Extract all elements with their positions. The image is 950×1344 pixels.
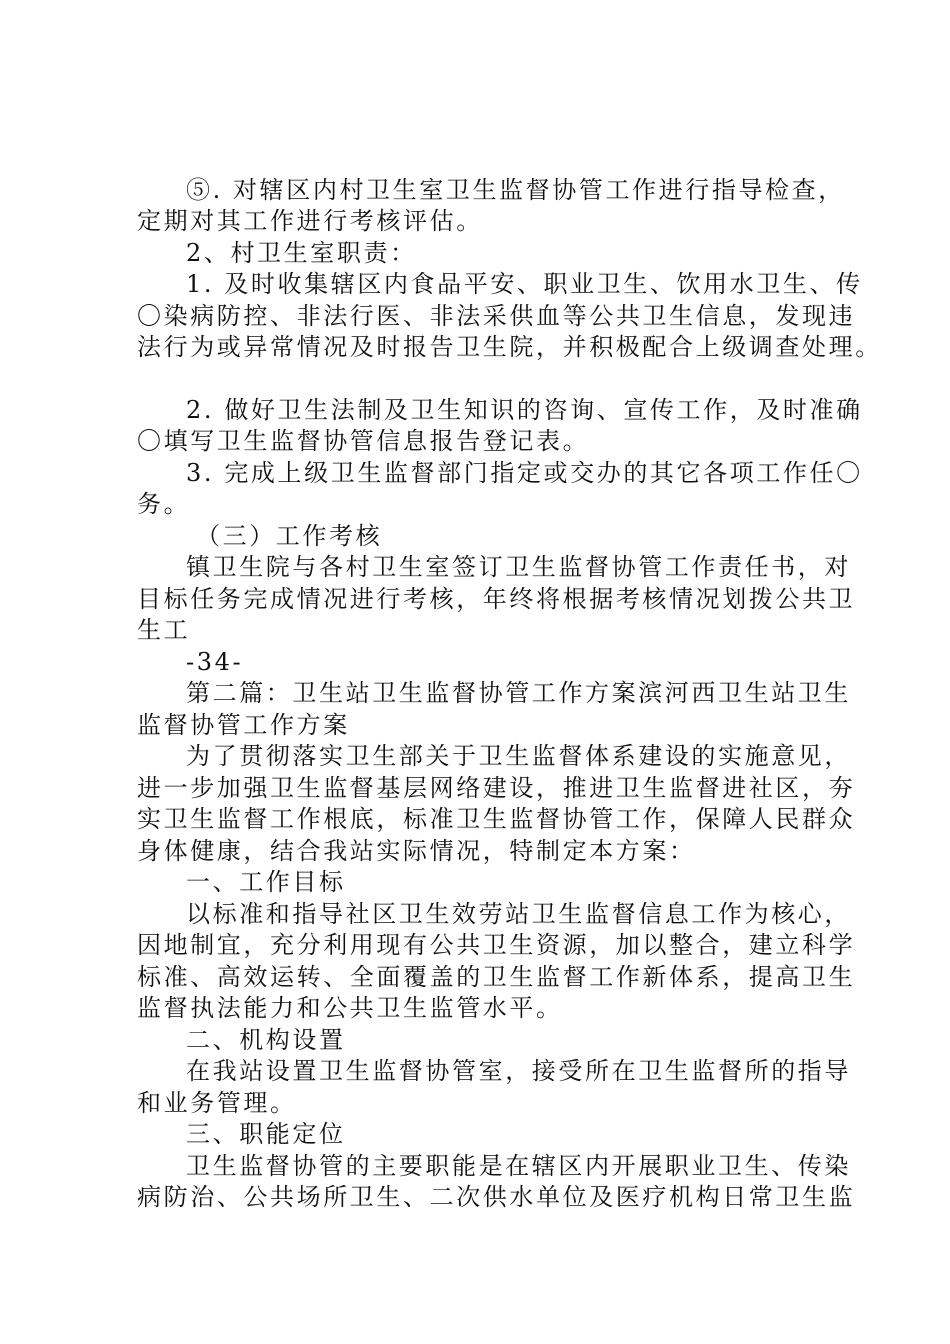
section-heading: 三、职能定位 xyxy=(186,1120,346,1148)
paragraph-line: 务。 xyxy=(137,490,191,518)
section-heading: 二、机构设置 xyxy=(186,1026,346,1054)
paragraph-line: 为了贯彻落实卫生部关于卫生监督体系建设的实施意见， xyxy=(186,742,851,770)
paragraph-line: 进一步加强卫生监督基层网络建设，推进卫生监督进社区，夯 xyxy=(137,774,856,802)
paragraph-line: 镇卫生院与各村卫生室签订卫生监督协管工作责任书，对 xyxy=(186,553,851,581)
paragraph-line: 〇填写卫生监督协管信息报告登记表。 xyxy=(137,427,590,455)
paragraph-line: 2. 做好卫生法制及卫生知识的咨询、宣传工作，及时准确 xyxy=(186,396,863,424)
paragraph-line: 定期对其工作进行考核评估。 xyxy=(137,207,483,235)
chapter-title: 监督协管工作方案 xyxy=(137,711,350,739)
paragraph-line: 法行为或异常情况及时报告卫生院，并积极配合上级调查处理。 xyxy=(137,333,882,361)
paragraph-line: 实卫生监督工作根底，标准卫生监督协管工作，保障人民群众 xyxy=(137,805,856,833)
chapter-title: 第二篇：卫生站卫生监督协管工作方案滨河西卫生站卫生 xyxy=(186,679,851,707)
paragraph-line: 生工 xyxy=(137,616,191,644)
paragraph-line: 因地制宜，充分利用现有公共卫生资源，加以整合，建立科学 xyxy=(137,931,856,959)
paragraph-line: ⑤. 对辖区内村卫生室卫生监督协管工作进行指导检查， xyxy=(186,176,845,204)
paragraph-line: 3. 完成上级卫生监督部门指定或交办的其它各项工作任〇 xyxy=(186,459,863,487)
section-heading: 一、工作目标 xyxy=(186,868,346,896)
section-heading: （三）工作考核 xyxy=(196,522,383,550)
paragraph-line: 以标准和指导社区卫生效劳站卫生监督信息工作为核心， xyxy=(186,900,851,928)
paragraph-line: 1. 及时收集辖区内食品平安、职业卫生、饮用水卫生、传 xyxy=(186,270,863,298)
paragraph-line: 在我站设置卫生监督协管室，接受所在卫生监督所的指导 xyxy=(186,1057,851,1085)
paragraph-line: 目标任务完成情况进行考核，年终将根据考核情况划拨公共卫 xyxy=(137,585,856,613)
section-heading: 2、村卫生室职责： xyxy=(186,239,417,267)
page-number: -34- xyxy=(186,648,244,676)
paragraph-line: 监督执法能力和公共卫生监管水平。 xyxy=(137,994,563,1022)
paragraph-line: 身体健康，结合我站实际情况，特制定本方案： xyxy=(137,837,696,865)
paragraph-line: 和业务管理。 xyxy=(137,1089,297,1117)
paragraph-line: 卫生监督协管的主要职能是在辖区内开展职业卫生、传染 xyxy=(186,1152,851,1180)
paragraph-line: 标准、高效运转、全面覆盖的卫生监督工作新体系，提高卫生 xyxy=(137,963,856,991)
paragraph-line: 〇染病防控、非法行医、非法采供血等公共卫生信息，发现违 xyxy=(137,302,856,330)
paragraph-line: 病防治、公共场所卫生、二次供水单位及医疗机构日常卫生监 xyxy=(137,1183,856,1211)
